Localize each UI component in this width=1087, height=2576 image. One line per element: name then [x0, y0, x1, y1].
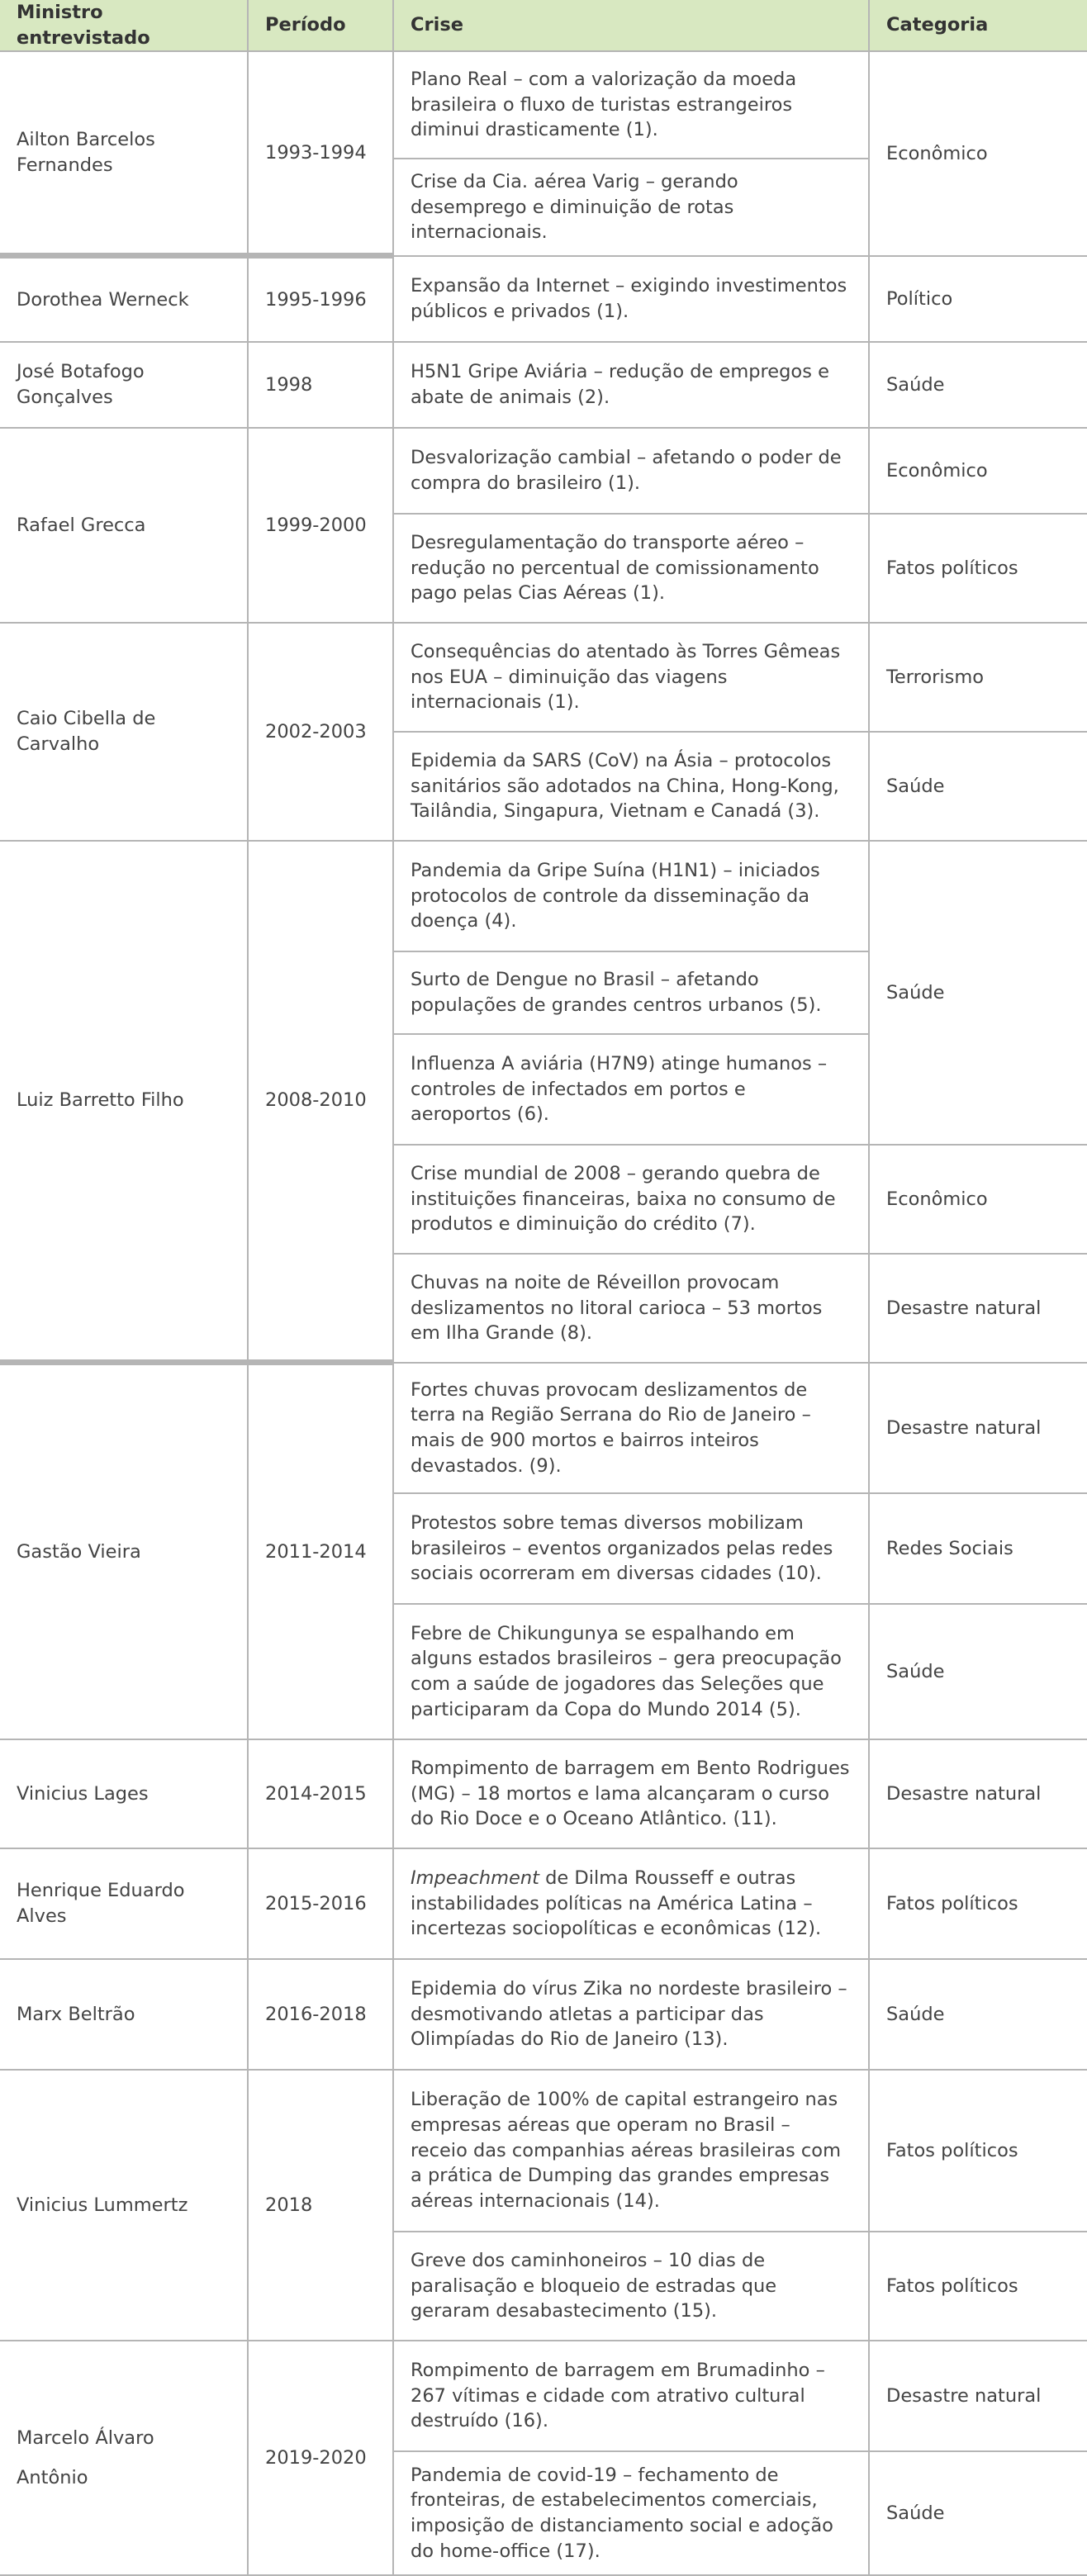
ministro-cell: Ailton Barcelos Fernandes [0, 51, 248, 256]
impeachment-emphasis: Impeachment [411, 1867, 539, 1890]
table-row [0, 342, 1087, 428]
crise-cell: Febre de Chikungunya se espalhando em alguns estados brasileiros – gera preocupação com a saúde de jogadores das Seleções que participaram da Copa do Mundo 2014 (5). [393, 1604, 869, 1739]
crise-cell: Epidemia da SARS (CoV) na Ásia – protocolos sanitários são adotados na China, Hong-Kong, Tailândia, Singapura, Vietnam e Canadá (3). [393, 732, 869, 841]
crise-cell: Rompimento de barragem em Brumadinho – 267 vítimas e cidade com atrativo cultural destruído (16). [393, 2341, 869, 2451]
categoria-cell: Econômico [869, 1145, 1087, 1254]
crise-cell: Plano Real – com a valorização da moeda brasileira o fluxo de turistas estrangeiros diminui drasticamente (1). [393, 51, 869, 159]
table-row [0, 51, 1087, 159]
categoria-cell: Fatos políticos [869, 2232, 1087, 2341]
categoria-cell: Desastre natural [869, 1363, 1087, 1493]
crise-cell: Chuvas na noite de Réveillon provocam deslizamentos no litoral carioca – 53 mortos em Ilha Grande (8). [393, 1254, 869, 1363]
categoria-cell: Desastre natural [869, 1254, 1087, 1363]
table-row [0, 841, 1087, 951]
ministro-cell: Marcelo Álvaro Antônio [0, 2341, 248, 2575]
ministro-cell: Henrique Eduardo Alves [0, 1848, 248, 1959]
table-row [0, 623, 1087, 732]
table-row [0, 2070, 1087, 2232]
categoria-cell: Econômico [869, 51, 1087, 256]
categoria-cell: Fatos políticos [869, 514, 1087, 623]
categoria-cell: Saúde [869, 342, 1087, 428]
crise-cell: Crise da Cia. aérea Varig – gerando desemprego e diminuição de rotas internacionais. [393, 159, 869, 256]
table-row [0, 1363, 1087, 1493]
crise-cell: Consequências do atentado às Torres Gêmeas nos EUA – diminuição das viagens internacionais (1). [393, 623, 869, 732]
periodo-cell: 2015-2016 [248, 1848, 393, 1959]
periodo-cell: 2008-2010 [248, 841, 393, 1363]
periodo-cell: 2002-2003 [248, 623, 393, 841]
ministro-cell: Dorothea Werneck [0, 256, 248, 342]
crise-cell: Rompimento de barragem em Bento Rodrigues (MG) – 18 mortos e lama alcançaram o curso do Rio Doce e o Oceano Atlântico. (11). [393, 1739, 869, 1848]
table-header-row [0, 0, 1087, 51]
periodo-cell: 2018 [248, 2070, 393, 2341]
categoria-cell: Político [869, 256, 1087, 342]
categoria-cell: Desastre natural [869, 2341, 1087, 2451]
table-row [0, 428, 1087, 514]
ministro-cell: Caio Cibella de Carvalho [0, 623, 248, 841]
periodo-cell: 1995-1996 [248, 256, 393, 342]
ministro-cell: Rafael Grecca [0, 428, 248, 623]
categoria-cell: Saúde [869, 1959, 1087, 2070]
crise-cell: Liberação de 100% de capital estrangeiro nas empresas aéreas que operam no Brasil – receio das companhias aéreas brasileiras com a prática de Dumping das grandes empresas aéreas internacionais (14). [393, 2070, 869, 2232]
table-row [0, 1959, 1087, 2070]
ministro-cell: Vinicius Lummertz [0, 2070, 248, 2341]
periodo-cell: 2014-2015 [248, 1739, 393, 1848]
categoria-cell: Fatos políticos [869, 2070, 1087, 2232]
categoria-cell: Redes Sociais [869, 1493, 1087, 1604]
column-header-periodo: Período [248, 0, 393, 51]
periodo-cell: 2011-2014 [248, 1363, 393, 1739]
ministro-cell: Gastão Vieira [0, 1363, 248, 1739]
crise-cell: Pandemia da Gripe Suína (H1N1) – iniciados protocolos de controle da disseminação da doença (4). [393, 841, 869, 951]
crise-cell: Greve dos caminhoneiros – 10 dias de paralisação e bloqueio de estradas que geraram desabastecimento (15). [393, 2232, 869, 2341]
table-row [0, 1739, 1087, 1848]
categoria-cell: Saúde [869, 1604, 1087, 1739]
ministro-cell: Luiz Barretto Filho [0, 841, 248, 1363]
periodo-cell: 1998 [248, 342, 393, 428]
crise-cell: H5N1 Gripe Aviária – redução de empregos e abate de animais (2). [393, 342, 869, 428]
categoria-cell: Econômico [869, 428, 1087, 514]
column-header-categoria: Categoria [869, 0, 1087, 51]
table-row [0, 256, 1087, 342]
categoria-cell: Saúde [869, 841, 1087, 1145]
crise-cell: Protestos sobre temas diversos mobilizam brasileiros – eventos organizados pelas redes sociais ocorreram em diversas cidades (10). [393, 1493, 869, 1604]
ministro-cell: Vinicius Lages [0, 1739, 248, 1848]
column-header-ministro: Ministro entrevistado [0, 0, 248, 51]
ministro-cell: José Botafogo Gonçalves [0, 342, 248, 428]
crise-cell: Desvalorização cambial – afetando o poder de compra do brasileiro (1). [393, 428, 869, 514]
periodo-cell: 2019-2020 [248, 2341, 393, 2575]
crise-cell: Pandemia de covid-19 – fechamento de fronteiras, de estabelecimentos comerciais, imposição de distanciamento social e adoção do home-office (17). [393, 2451, 869, 2575]
categoria-cell: Desastre natural [869, 1739, 1087, 1848]
crise-cell: Desregulamentação do transporte aéreo – redução no percentual de comissionamento pago pelas Cias Aéreas (1). [393, 514, 869, 623]
categoria-cell: Fatos políticos [869, 1848, 1087, 1959]
crise-cell: Impeachment de Dilma Rousseff e outras instabilidades políticas na América Latina – incertezas sociopolíticas e econômicas (12). [393, 1848, 869, 1959]
crise-cell: Epidemia do vírus Zika no nordeste brasileiro – desmotivando atletas a participar das Olimpíadas do Rio de Janeiro (13). [393, 1959, 869, 2070]
categoria-cell: Saúde [869, 732, 1087, 841]
table-row [0, 1848, 1087, 1959]
periodo-cell: 1993-1994 [248, 51, 393, 256]
crise-cell: Surto de Dengue no Brasil – afetando populações de grandes centros urbanos (5). [393, 951, 869, 1034]
periodo-cell: 1999-2000 [248, 428, 393, 623]
crise-cell: Crise mundial de 2008 – gerando quebra de instituições financeiras, baixa no consumo de produtos e diminuição do crédito (7). [393, 1145, 869, 1254]
table-row [0, 2341, 1087, 2451]
crise-cell: Expansão da Internet – exigindo investimentos públicos e privados (1). [393, 256, 869, 342]
column-header-crise: Crise [393, 0, 869, 51]
categoria-cell: Terrorismo [869, 623, 1087, 732]
crise-cell: Fortes chuvas provocam deslizamentos de terra na Região Serrana do Rio de Janeiro – mais de 900 mortos e bairros inteiros devastados. (9). [393, 1363, 869, 1493]
crise-cell: Influenza A aviária (H7N9) atinge humanos – controles de infectados em portos e aeroportos (6). [393, 1034, 869, 1145]
categoria-cell: Saúde [869, 2451, 1087, 2575]
periodo-cell: 2016-2018 [248, 1959, 393, 2070]
ministro-cell: Marx Beltrão [0, 1959, 248, 2070]
